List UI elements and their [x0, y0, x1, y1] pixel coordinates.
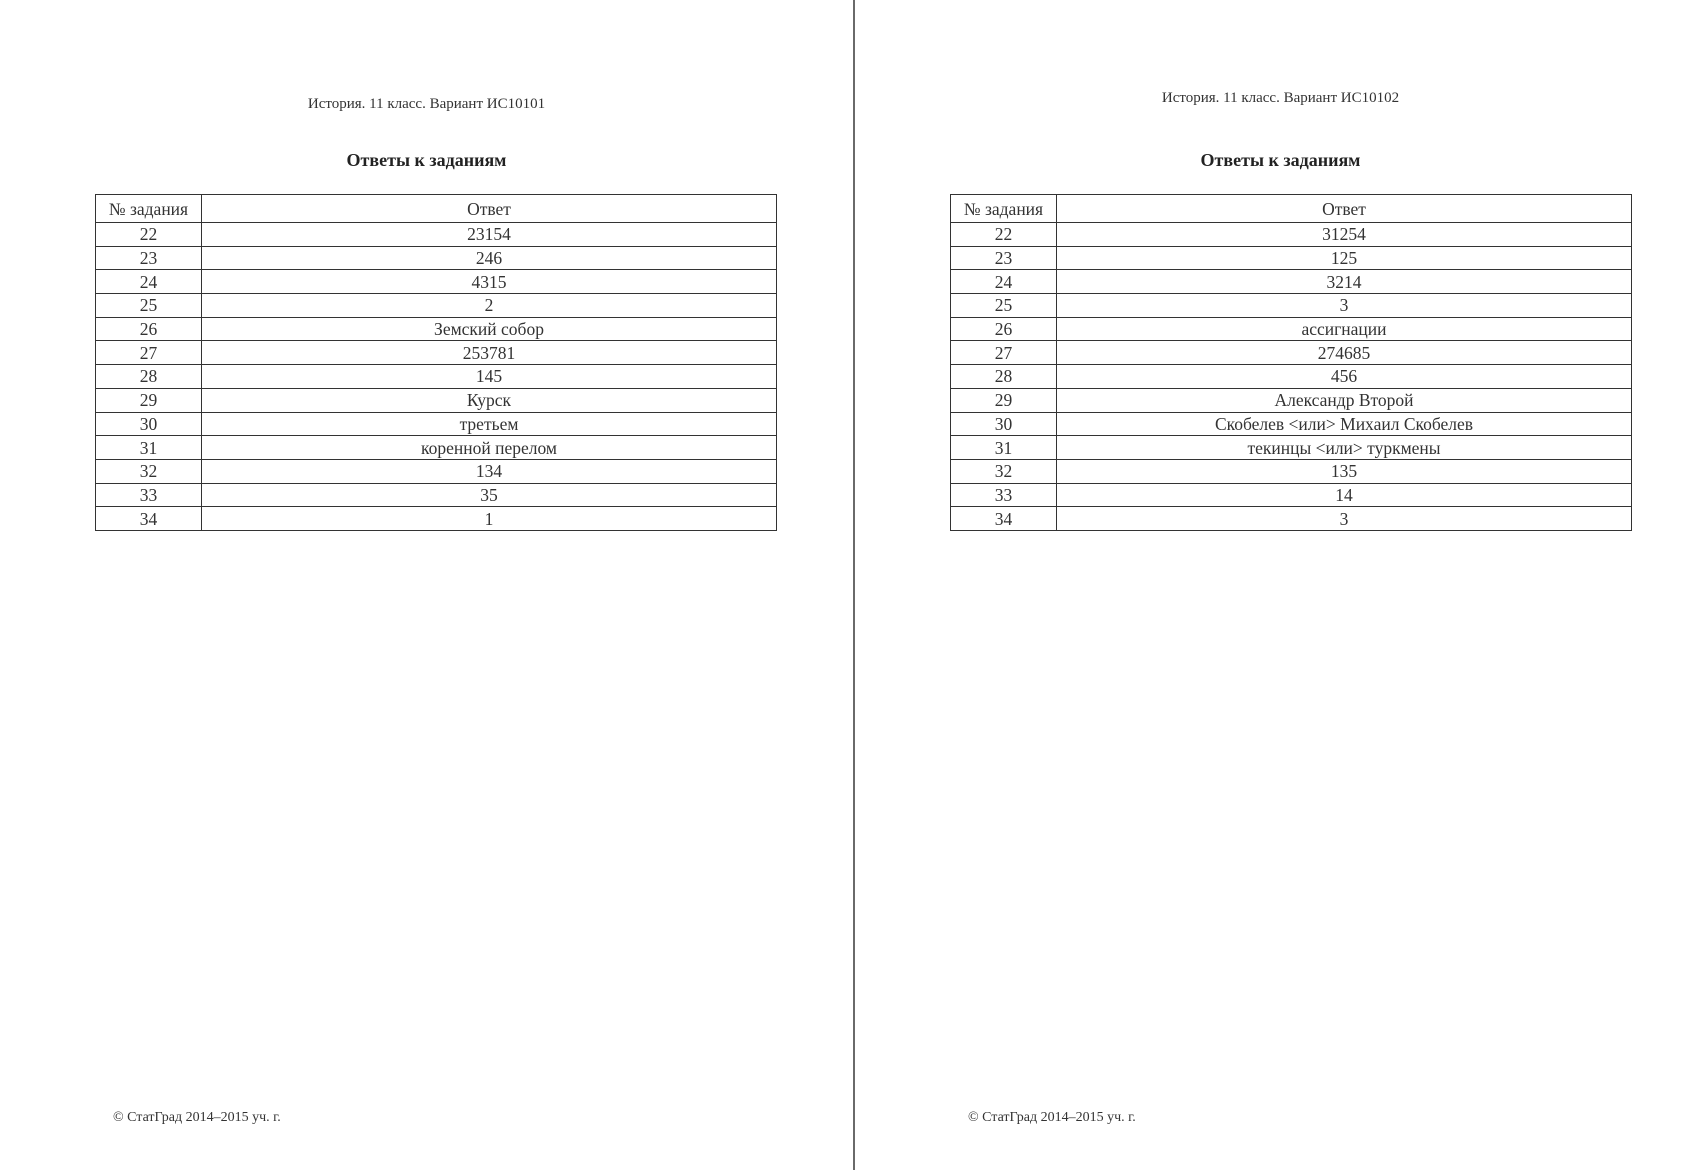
- answer-cell: 125: [1057, 246, 1632, 270]
- table-row: [96, 341, 777, 365]
- page-header: История. 11 класс. Вариант ИС10101: [307, 96, 546, 112]
- answer-cell: текинцы <или> туркмены: [1057, 436, 1632, 460]
- table-row: [951, 223, 1632, 247]
- task-number-cell: 33: [96, 483, 202, 507]
- table-row: [951, 388, 1632, 412]
- task-number-cell: 26: [951, 317, 1057, 341]
- page-right: [855, 0, 1706, 1170]
- answer-cell: Курск: [202, 388, 777, 412]
- table-row: [96, 388, 777, 412]
- table-row: [96, 246, 777, 270]
- task-number-cell: 22: [951, 223, 1057, 247]
- answer-cell: 2: [202, 294, 777, 318]
- answer-cell: 145: [202, 365, 777, 389]
- table-row: [96, 294, 777, 318]
- answer-cell: 253781: [202, 341, 777, 365]
- answer-cell: Александр Второй: [1057, 388, 1632, 412]
- page-header: История. 11 класс. Вариант ИС10102: [1161, 90, 1400, 106]
- task-number-cell: 24: [951, 270, 1057, 294]
- table-row: [951, 507, 1632, 531]
- table-row: [951, 317, 1632, 341]
- answer-cell: 35: [202, 483, 777, 507]
- answers-title: Ответы к заданиям: [346, 150, 507, 170]
- table-row: [951, 246, 1632, 270]
- answer-cell: Скобелев <или> Михаил Скобелев: [1057, 412, 1632, 436]
- table-row: [96, 317, 777, 341]
- page-footer: © СтатГрад 2014–2015 уч. г.: [113, 1110, 281, 1125]
- answer-cell: 14: [1057, 483, 1632, 507]
- table-row: [951, 436, 1632, 460]
- table-row: [951, 294, 1632, 318]
- table-row: [951, 365, 1632, 389]
- answer-cell: 456: [1057, 365, 1632, 389]
- task-number-cell: 26: [96, 317, 202, 341]
- answer-cell: 4315: [202, 270, 777, 294]
- table-row: [951, 459, 1632, 483]
- table-row: [951, 483, 1632, 507]
- answer-cell: 134: [202, 459, 777, 483]
- answer-cell: 1: [202, 507, 777, 531]
- task-number-cell: 29: [96, 388, 202, 412]
- task-number-cell: 25: [96, 294, 202, 318]
- task-number-cell: 24: [96, 270, 202, 294]
- table-row: [96, 436, 777, 460]
- answer-cell: 3214: [1057, 270, 1632, 294]
- table-header-row: [951, 195, 1632, 223]
- task-number-cell: 32: [951, 459, 1057, 483]
- task-number-cell: 23: [96, 246, 202, 270]
- answer-header: Ответ: [1057, 195, 1632, 223]
- table-row: [96, 412, 777, 436]
- task-number-cell: 29: [951, 388, 1057, 412]
- answer-cell: 274685: [1057, 341, 1632, 365]
- table-row: [96, 223, 777, 247]
- task-number-cell: 33: [951, 483, 1057, 507]
- table-row: [951, 412, 1632, 436]
- task-number-cell: 22: [96, 223, 202, 247]
- answer-cell: 31254: [1057, 223, 1632, 247]
- answers-table: [950, 194, 1632, 531]
- task-number-cell: 30: [96, 412, 202, 436]
- answer-cell: ассигнации: [1057, 317, 1632, 341]
- task-number-cell: 27: [951, 341, 1057, 365]
- table-row: [951, 270, 1632, 294]
- task-number-header: № задания: [96, 195, 202, 223]
- task-number-cell: 23: [951, 246, 1057, 270]
- answer-cell: 3: [1057, 507, 1632, 531]
- table-row: [96, 483, 777, 507]
- task-number-cell: 27: [96, 341, 202, 365]
- answer-cell: третьем: [202, 412, 777, 436]
- table-row: [96, 507, 777, 531]
- table-row: [96, 365, 777, 389]
- answer-cell: Земский собор: [202, 317, 777, 341]
- answers-title: Ответы к заданиям: [1200, 150, 1361, 170]
- task-number-cell: 31: [96, 436, 202, 460]
- table-row: [96, 270, 777, 294]
- answer-cell: 23154: [202, 223, 777, 247]
- answer-cell: 3: [1057, 294, 1632, 318]
- page-footer: © СтатГрад 2014–2015 уч. г.: [968, 1110, 1136, 1125]
- table-row: [951, 341, 1632, 365]
- task-number-cell: 32: [96, 459, 202, 483]
- task-number-cell: 28: [96, 365, 202, 389]
- task-number-cell: 34: [951, 507, 1057, 531]
- task-number-cell: 31: [951, 436, 1057, 460]
- task-number-cell: 30: [951, 412, 1057, 436]
- table-row: [96, 459, 777, 483]
- answer-cell: 246: [202, 246, 777, 270]
- table-header-row: [96, 195, 777, 223]
- answers-table: [95, 194, 777, 531]
- task-number-header: № задания: [951, 195, 1057, 223]
- task-number-cell: 28: [951, 365, 1057, 389]
- answer-header: Ответ: [202, 195, 777, 223]
- answer-cell: 135: [1057, 459, 1632, 483]
- task-number-cell: 25: [951, 294, 1057, 318]
- answer-cell: коренной перелом: [202, 436, 777, 460]
- task-number-cell: 34: [96, 507, 202, 531]
